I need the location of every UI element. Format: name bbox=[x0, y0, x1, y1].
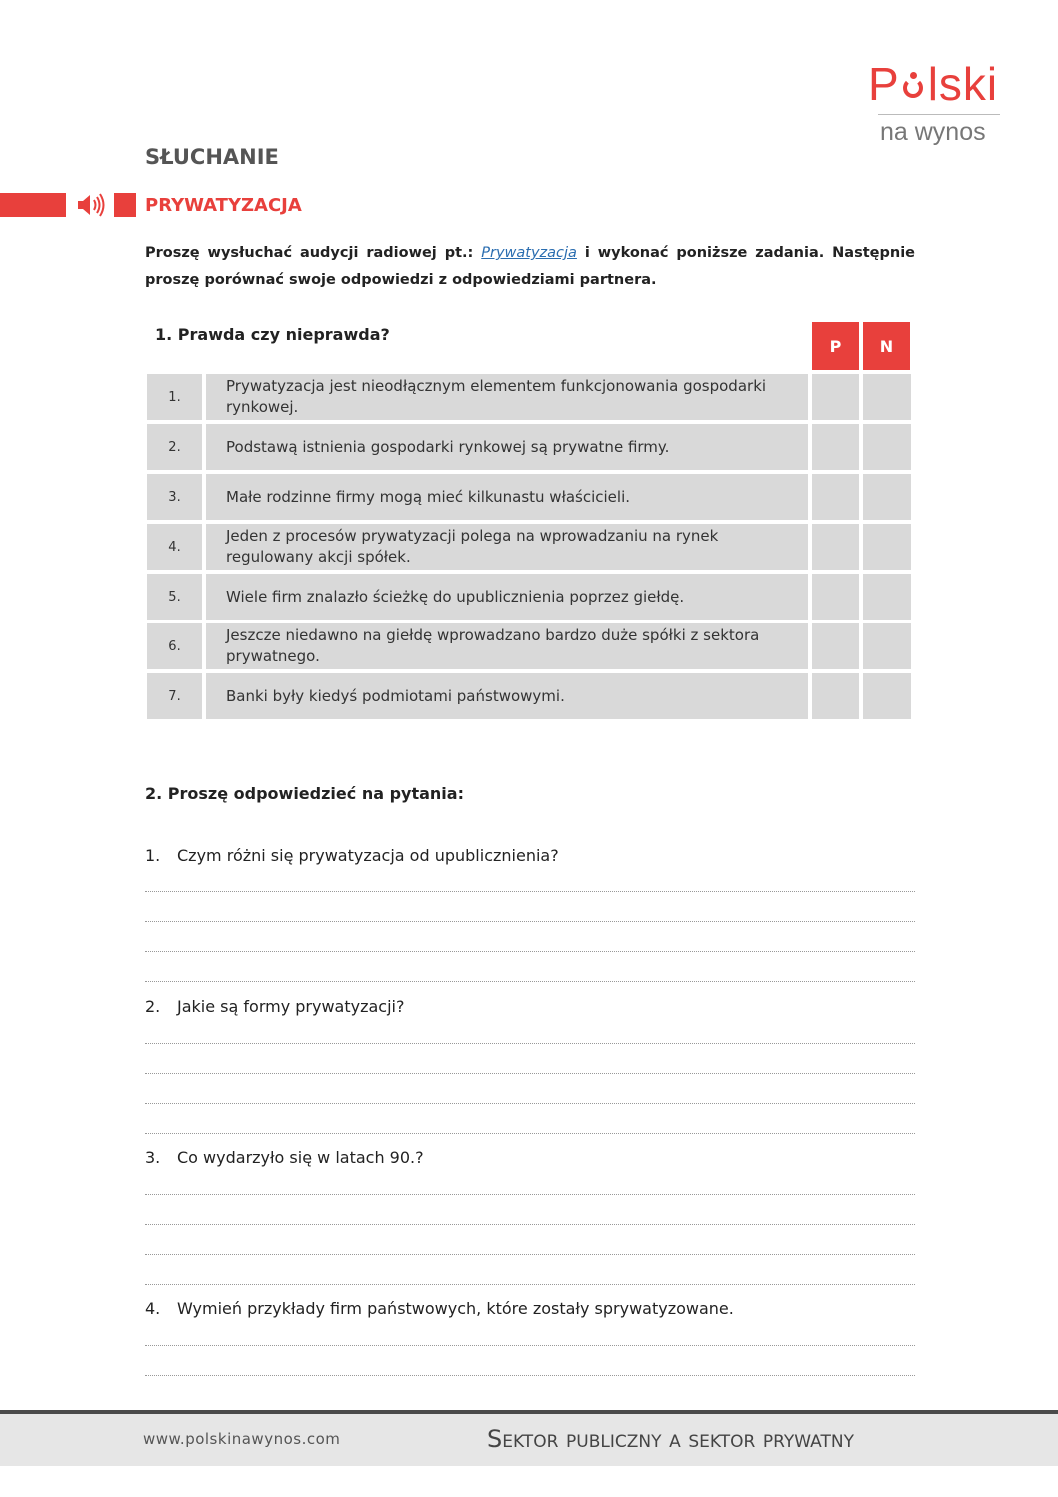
question-text: Czym różni się prywatyzacja od upublicznienia? bbox=[177, 846, 559, 865]
answer-line[interactable] bbox=[145, 1194, 915, 1195]
answer-cell-false[interactable] bbox=[863, 673, 911, 719]
answer-line[interactable] bbox=[145, 1043, 915, 1044]
table-row bbox=[145, 424, 912, 470]
statement-text: Podstawą istnienia gospodarki rynkowej są prywatne firmy. bbox=[206, 424, 808, 470]
answer-line[interactable] bbox=[145, 1073, 915, 1074]
footer-url[interactable]: www.polskinawynos.com bbox=[143, 1430, 341, 1448]
statement-text: Jeszcze niedawno na giełdę wprowadzano bardzo duże spółki z sektora prywatnego. bbox=[206, 623, 808, 669]
column-header-false: N bbox=[863, 322, 910, 370]
answer-line[interactable] bbox=[145, 891, 915, 892]
row-number: 1. bbox=[147, 374, 202, 420]
instructions bbox=[145, 240, 915, 294]
answer-line[interactable] bbox=[145, 981, 915, 982]
exercise2-title: 2. Proszę odpowiedzieć na pytania: bbox=[145, 784, 464, 803]
statement-text: Małe rodzinne firmy mogą mieć kilkunastu właścicieli. bbox=[206, 474, 808, 520]
question bbox=[145, 846, 559, 865]
answer-line[interactable] bbox=[145, 1224, 915, 1225]
answer-line[interactable] bbox=[145, 1254, 915, 1255]
question-number: 2. bbox=[145, 997, 161, 1016]
answer-line[interactable] bbox=[145, 951, 915, 952]
logo-letter-p: P bbox=[868, 58, 900, 110]
red-accent-bar bbox=[0, 193, 66, 217]
row-number: 2. bbox=[147, 424, 202, 470]
question-number: 3. bbox=[145, 1148, 161, 1167]
logo-subtitle: na wynos bbox=[880, 118, 986, 146]
logo bbox=[868, 58, 1008, 153]
red-accent-square bbox=[114, 193, 136, 217]
question-text: Co wydarzyło się w latach 90.? bbox=[177, 1148, 424, 1167]
question-text: Wymień przykłady firm państwowych, które zostały sprywatyzowane. bbox=[177, 1299, 734, 1318]
answer-line[interactable] bbox=[145, 1103, 915, 1104]
audio-link[interactable]: Prywatyzacja bbox=[481, 245, 577, 261]
exercise1-title: 1. Prawda czy nieprawda? bbox=[155, 325, 390, 344]
answer-cell-false[interactable] bbox=[863, 474, 911, 520]
statement-text: Jeden z procesów prywatyzacji polega na wprowadzaniu na rynek regulowany akcji spółek. bbox=[206, 524, 808, 570]
question bbox=[145, 997, 404, 1016]
row-number: 6. bbox=[147, 623, 202, 669]
column-header-true: P bbox=[812, 322, 859, 370]
answer-cell-true[interactable] bbox=[812, 673, 859, 719]
statement-text: Wiele firm znalazło ścieżkę do upublicznienia poprzez giełdę. bbox=[206, 574, 808, 620]
answer-line[interactable] bbox=[145, 1375, 915, 1376]
footer-title: Sektor publiczny a sektor prywatny bbox=[487, 1425, 854, 1453]
question-number: 1. bbox=[145, 846, 161, 865]
table-row bbox=[145, 574, 912, 620]
logo-divider bbox=[878, 114, 1000, 115]
logo-o-icon bbox=[900, 58, 928, 104]
statement-text: Prywatyzacja jest nieodłącznym elementem funkcjonowania gospodarki rynkowej. bbox=[206, 374, 808, 420]
table-row bbox=[145, 374, 912, 420]
answer-cell-true[interactable] bbox=[812, 474, 859, 520]
table-row bbox=[145, 673, 912, 719]
answer-cell-false[interactable] bbox=[863, 524, 911, 570]
logo-letters: lski bbox=[927, 58, 999, 110]
answer-cell-false[interactable] bbox=[863, 424, 911, 470]
answer-cell-true[interactable] bbox=[812, 374, 859, 420]
answer-line[interactable] bbox=[145, 921, 915, 922]
answer-line[interactable] bbox=[145, 1133, 915, 1134]
table-row bbox=[145, 524, 912, 570]
answer-cell-false[interactable] bbox=[863, 574, 911, 620]
question-text: Jakie są formy prywatyzacji? bbox=[177, 997, 405, 1016]
row-number: 5. bbox=[147, 574, 202, 620]
answer-cell-true[interactable] bbox=[812, 524, 859, 570]
answer-cell-true[interactable] bbox=[812, 424, 859, 470]
section-title: SŁUCHANIE bbox=[145, 145, 279, 169]
row-number: 3. bbox=[147, 474, 202, 520]
logo-wordmark bbox=[868, 58, 998, 110]
answer-cell-true[interactable] bbox=[812, 574, 859, 620]
question bbox=[145, 1148, 424, 1167]
table-row bbox=[145, 623, 912, 669]
instructions-text-start: Proszę wysłuchać audycji radiowej pt.: bbox=[145, 245, 482, 261]
speaker-icon[interactable] bbox=[76, 191, 106, 219]
answer-cell-false[interactable] bbox=[863, 374, 911, 420]
answer-line[interactable] bbox=[145, 1345, 915, 1346]
answer-cell-true[interactable] bbox=[812, 623, 859, 669]
table-row bbox=[145, 474, 912, 520]
question-number: 4. bbox=[145, 1299, 161, 1318]
instructions-text-end: i wykonać poniższe zadania. Następnie proszę porównać swoje odpowiedzi z odpowiedziami partnera. bbox=[145, 245, 915, 288]
answer-line[interactable] bbox=[145, 1284, 915, 1285]
statement-text: Banki były kiedyś podmiotami państwowymi. bbox=[206, 673, 808, 719]
topic-title: PRYWATYZACJA bbox=[145, 195, 302, 216]
row-number: 4. bbox=[147, 524, 202, 570]
row-number: 7. bbox=[147, 673, 202, 719]
question bbox=[145, 1299, 734, 1318]
answer-cell-false[interactable] bbox=[863, 623, 911, 669]
